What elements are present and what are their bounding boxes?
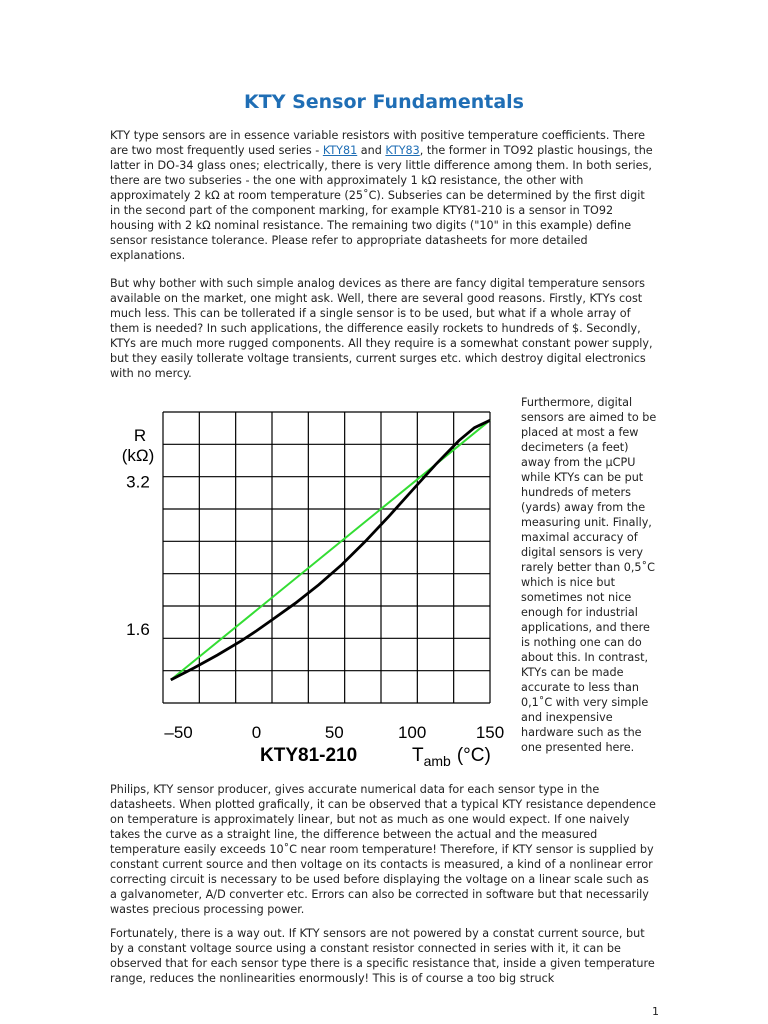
p1-text-a: KTY type sensors are in essence variable resistors with positive temperature coefficients. There are two most frequently used series -	[110, 129, 646, 157]
x-tick-labels	[164, 723, 504, 742]
x-tick-label: –50	[164, 723, 193, 742]
paragraph-philips: Philips, KTY sensor producer, gives accurate numerical data for each sensor type in the datasheets. When plotted grafically, it can be observed that a typical KTY resistance dependence on temperature is approximately linear, but not as much as one would expect. If one naively takes the curve as a straight line, the difference between the actual and the measured temperature easily exceeds 10˚C near room temperature! Therefore, if KTY sensor is supplied by constant current source and then voltage on its contacts is measured, a kind of a nonlinear error correcting circuit is necessary to be used before displaying the voltage on a linear scale such as a galvanometer, A/D converter etc. Errors can also be corrected in software but that necessarily wastes precious processing power.	[110, 783, 656, 916]
paragraph-side-text: Furthermore, digital sensors are aimed to be placed at most a few decimeters (a feet) away from the µCPU while KTYs can be put hundreds of meters (yards) away from the measuring unit. Finally, maximal accuracy of digital sensors is very rarely better than 0,5˚C which is nice but sometimes not nice enough for industrial applications, and there is nothing one can do about this. In contrast, KTYs can be made accurate to less than 0,1˚C with very simple and inexpensive hardware such as the one presented here.	[521, 396, 657, 754]
y-axis-label-unit: (kΩ)	[121, 446, 155, 465]
x-tick-label: 150	[475, 723, 505, 742]
kty83-link[interactable]: KTY83	[385, 144, 420, 157]
y-tick-label: 1.6	[126, 620, 150, 640]
chart-title: KTY81-210	[260, 745, 358, 766]
p1-text-b: and	[357, 144, 386, 157]
kty81-link[interactable]: KTY81	[322, 144, 358, 157]
paragraph-fortunately: Fortunately, there is a way out. If KTY sensors are not powered by a constat current source, but by a constant voltage source using a constant resistor connected in series with it, it can be observed that for each sensor type there is a specific resistance that, inside a given temperature range, reduces the nonlinearities enormously! This is of course a too big struck	[110, 927, 655, 985]
y-axis-label-r: R	[133, 426, 147, 445]
x-tick-label: 0	[251, 723, 262, 742]
x-axis-label-unit: (°C)	[456, 745, 491, 766]
y-tick-label: 3.2	[126, 472, 150, 492]
x-tick-label: 100	[397, 723, 427, 742]
x-axis-label-main: T	[412, 745, 424, 766]
kty81-chart	[110, 395, 505, 771]
x-axis-label-sub: amb	[423, 753, 451, 769]
x-axis-label	[412, 745, 491, 769]
p1-text-c: , the former in TO92 plastic housings, the latter in DO-34 glass ones; electrically, there is very little difference among them. In both series, there are two subseries - the one with approximately 1 kΩ resistance, the other with approximately 2 kΩ at room temperature (25˚C). Subseries can be determined by the first digit in the second part of the component marking, for example KTY81-210 is a sensor in TO92 housing with 2 kΩ nominal resistance. The remaining two digits ("10" in this example) define sensor resistance tolerance. Please refer to appropriate datasheets for more detailed explanations.	[110, 144, 653, 262]
paragraph-intro	[110, 128, 658, 263]
paragraph-why-analog: But why bother with such simple analog devices as there are fancy digital temperature sensors available on the market, one might ask. Well, there are several good reasons. Firstly, KTYs cost much less. This can be tollerated if a single sensor is to be used, but what if a whole array of them is needed? In such applications, the difference easily rockets to hundreds of $. Secondly, KTYs are much more rugged components. All they require is a somewhat constant power supply, but they easily tollerate voltage transients, current surges etc. which destroy digital electronics with no mercy.	[110, 277, 653, 380]
page-title: KTY Sensor Fundamentals	[244, 91, 524, 113]
y-tick-labels	[126, 472, 150, 639]
x-tick-label: 50	[324, 723, 344, 742]
page-number: 1	[652, 1005, 659, 1018]
